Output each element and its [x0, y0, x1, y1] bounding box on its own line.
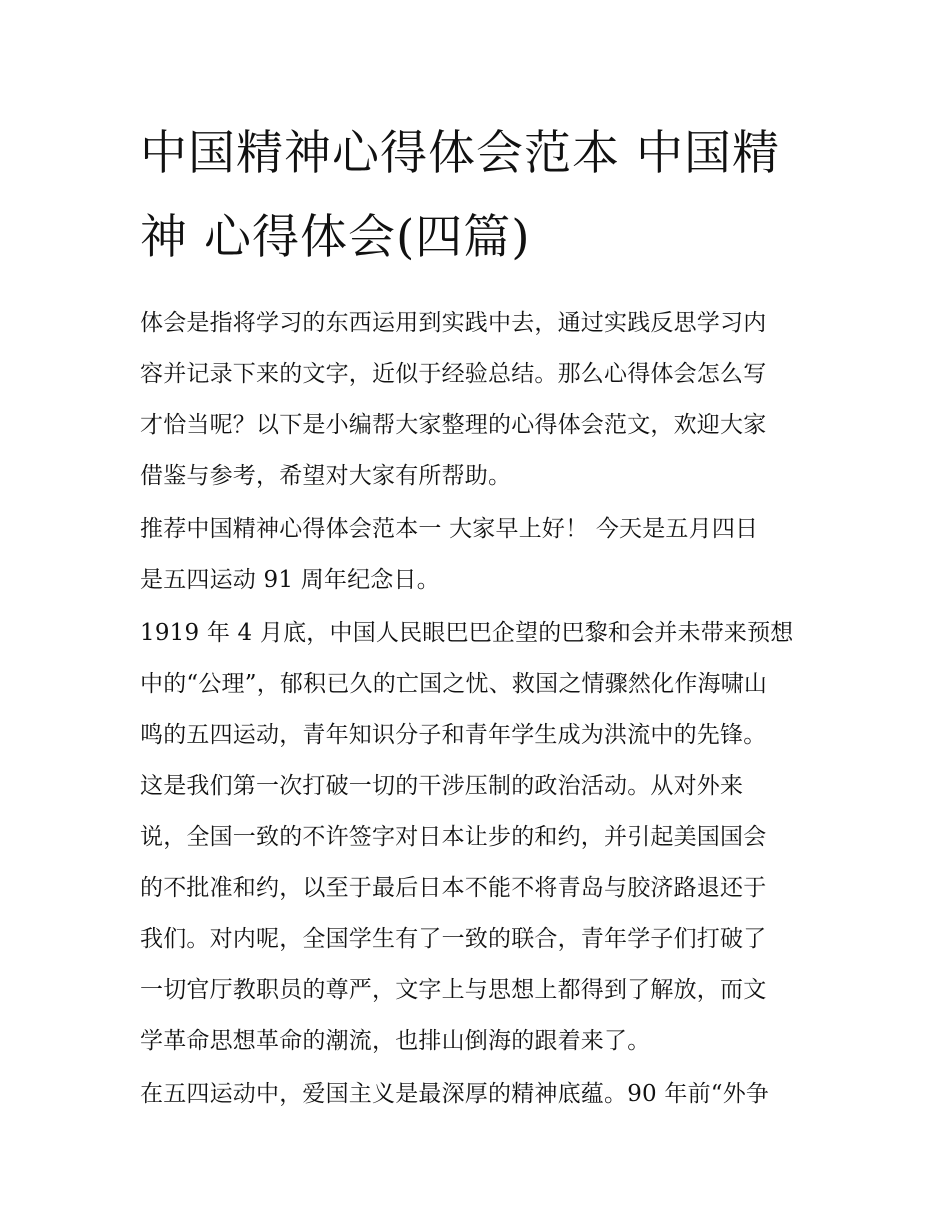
document-title	[140, 112, 820, 280]
text-line: 在五四运动中，爱国主义是最深厚的精神底蕴。90 年前“外争	[140, 1081, 770, 1107]
text-line: 是五四运动 91 周年纪念日。	[140, 567, 440, 593]
text-line: 鸣的五四运动，青年知识分子和青年学生成为洪流中的先锋。	[140, 722, 767, 748]
text-line: 推荐中国精神心得体会范本一 大家早上好！ 今天是五月四日	[140, 516, 759, 542]
text-line: 我们。对内呢，全国学生有了一致的联合，青年学子们打破了	[140, 926, 767, 952]
text-line: 容并记录下来的文字，近似于经验总结。那么心得体会怎么写	[140, 361, 767, 387]
text-line: 学革命思想革命的潮流，也排山倒海的跟着来了。	[140, 1028, 651, 1054]
text-line: 的不批准和约，以至于最后日本不能不将青岛与胶济路退还于	[140, 875, 767, 901]
text-line: 这是我们第一次打破一切的干涉压制的政治活动。从对外来	[140, 773, 744, 799]
text-line: 说，全国一致的不许签字对日本让步的和约，并引起美国国会	[140, 824, 767, 850]
text-line: 1919 年 4 月底，中国人民眼巴巴企望的巴黎和会并未带来预想	[140, 620, 794, 646]
text-line: 才恰当呢？以下是小编帮大家整理的心得体会范文，欢迎大家	[140, 412, 767, 438]
text-line: 体会是指将学习的东西运用到实践中去，通过实践反思学习内	[140, 310, 767, 336]
patriotism-paragraph	[140, 1069, 820, 1120]
text-line: 借鉴与参考，希望对大家有所帮助。	[140, 463, 512, 489]
text-line: 中的“公理”，郁积已久的亡国之忧、救国之情骤然化作海啸山	[140, 671, 768, 697]
intro-paragraph	[140, 298, 820, 502]
title-line: 神 心得体会(四篇)	[140, 210, 531, 265]
history-paragraph	[140, 608, 820, 1067]
title-line: 中国精神心得体会范本 中国精	[140, 126, 780, 181]
text-line: 一切官厅教职员的尊严，文字上与思想上都得到了解放，而文	[140, 977, 767, 1003]
document-page	[140, 112, 820, 1122]
sample-one-paragraph	[140, 504, 820, 606]
